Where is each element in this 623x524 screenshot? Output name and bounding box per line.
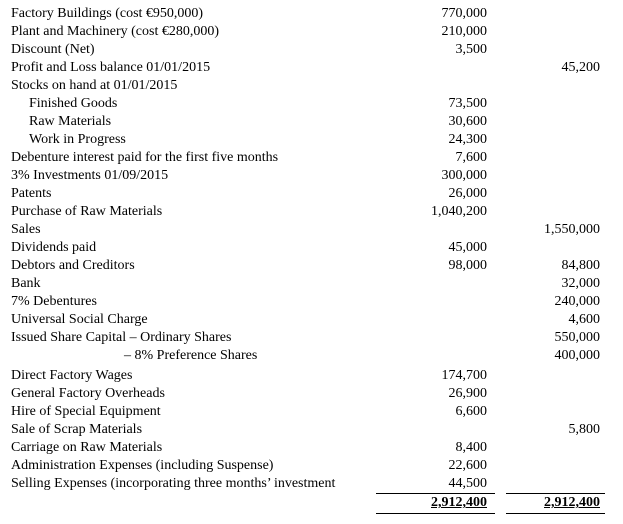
credit-amount: 45,200: [561, 60, 600, 75]
row-label: – 8% Preference Shares: [124, 348, 258, 363]
ledger-row: [0, 59, 623, 77]
ledger-row: [0, 23, 623, 41]
ledger-row: [0, 95, 623, 113]
row-label: Debtors and Creditors: [11, 258, 135, 273]
row-label: Dividends paid: [11, 240, 97, 255]
row-label: Debenture interest paid for the first five months: [11, 150, 279, 165]
debit-amount: 770,000: [441, 6, 487, 21]
credit-amount: 550,000: [554, 330, 600, 345]
debit-amount: 3,500: [455, 42, 487, 57]
debit-amount: 98,000: [448, 258, 487, 273]
row-label: Work in Progress: [29, 132, 126, 147]
row-label: Finished Goods: [29, 96, 118, 111]
debit-amount: 300,000: [441, 168, 487, 183]
ledger-row: [0, 347, 623, 365]
ledger-row: [0, 475, 623, 493]
credit-amount: 240,000: [554, 294, 600, 309]
credit-amount: 32,000: [561, 276, 600, 291]
debit-amount: 30,600: [448, 114, 487, 129]
debit-amount: 22,600: [448, 458, 487, 473]
debit-amount: 7,600: [455, 150, 487, 165]
row-label: Selling Expenses (incorporating three months’ investment: [11, 476, 336, 491]
credit-amount: 5,800: [568, 422, 600, 437]
row-label: Patents: [11, 186, 52, 201]
row-label: Sales: [11, 222, 41, 237]
debit-total-double-rule: [376, 513, 495, 514]
ledger-row: [0, 367, 623, 385]
row-label: Administration Expenses (including Suspense): [11, 458, 274, 473]
credit-total: 2,912,400: [544, 495, 600, 510]
ledger-row: [0, 221, 623, 239]
row-label: Issued Share Capital – Ordinary Shares: [11, 330, 232, 345]
row-label: 3% Investments 01/09/2015: [11, 168, 169, 183]
credit-amount: 4,600: [568, 312, 600, 327]
ledger-row: [0, 185, 623, 203]
ledger-row: [0, 5, 623, 23]
ledger-row: [0, 403, 623, 421]
debit-amount: 26,900: [448, 386, 487, 401]
row-label: Raw Materials: [29, 114, 112, 129]
row-label: Carriage on Raw Materials: [11, 440, 163, 455]
ledger-row: [0, 77, 623, 95]
row-label: General Factory Overheads: [11, 386, 165, 401]
debit-amount: 45,000: [448, 240, 487, 255]
credit-amount: 84,800: [561, 258, 600, 273]
ledger-row: [0, 385, 623, 403]
ledger-row: [0, 293, 623, 311]
ledger-row: [0, 457, 623, 475]
ledger-row: [0, 131, 623, 149]
ledger-row: [0, 421, 623, 439]
ledger-row: [0, 167, 623, 185]
credit-total-double-rule: [506, 513, 605, 514]
debit-total: 2,912,400: [431, 495, 487, 510]
debit-amount: 8,400: [455, 440, 487, 455]
row-label: Factory Buildings (cost €950,000): [11, 6, 204, 21]
debit-amount: 24,300: [448, 132, 487, 147]
row-label: Sale of Scrap Materials: [11, 422, 143, 437]
debit-amount: 26,000: [448, 186, 487, 201]
debit-amount: 6,600: [455, 404, 487, 419]
ledger-row: [0, 329, 623, 347]
ledger-row: [0, 439, 623, 457]
row-label: Direct Factory Wages: [11, 368, 133, 383]
debit-amount: 1,040,200: [431, 204, 487, 219]
ledger-row: [0, 257, 623, 275]
ledger-row: [0, 311, 623, 329]
row-label: Purchase of Raw Materials: [11, 204, 163, 219]
credit-amount: 1,550,000: [544, 222, 600, 237]
row-label: Universal Social Charge: [11, 312, 148, 327]
row-label: Bank: [11, 276, 41, 291]
ledger-row: [0, 239, 623, 257]
ledger-row: [0, 113, 623, 131]
debit-amount: 174,700: [441, 368, 487, 383]
debit-amount: 44,500: [448, 476, 487, 491]
debit-amount: 210,000: [441, 24, 487, 39]
ledger-row: [0, 41, 623, 59]
ledger-row: [0, 203, 623, 221]
row-label: Discount (Net): [11, 42, 95, 57]
row-label: Plant and Machinery (cost €280,000): [11, 24, 220, 39]
row-label: Hire of Special Equipment: [11, 404, 161, 419]
row-label: 7% Debentures: [11, 294, 97, 309]
debit-amount: 73,500: [448, 96, 487, 111]
credit-amount: 400,000: [554, 348, 600, 363]
totals-row: [0, 494, 623, 512]
row-label: Stocks on hand at 01/01/2015: [11, 78, 178, 93]
ledger-row: [0, 275, 623, 293]
row-label: Profit and Loss balance 01/01/2015: [11, 60, 211, 75]
ledger-row: [0, 149, 623, 167]
